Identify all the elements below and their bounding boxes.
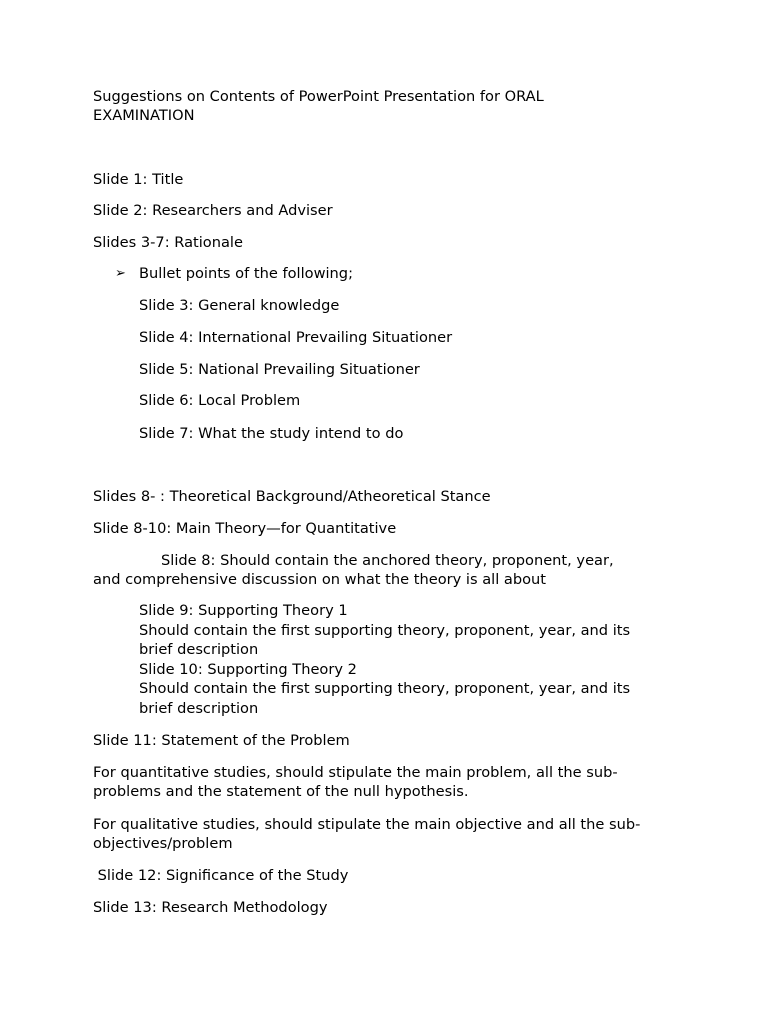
bullet-line: Bullet points of the following; xyxy=(139,265,353,282)
slides-3-7-line: Slides 3-7: Rationale xyxy=(93,234,243,251)
slide-10-desc-line-2: brief description xyxy=(139,700,259,717)
slide-10-line: Slide 10: Supporting Theory 2 xyxy=(139,661,357,678)
slide-3-line: Slide 3: General knowledge xyxy=(139,297,340,314)
qualitative-line-2: objectives/problem xyxy=(93,835,233,852)
doc-title-line-1: Suggestions on Contents of PowerPoint Presentation for ORAL xyxy=(93,88,544,105)
slide-12-line: Slide 12: Significance of the Study xyxy=(93,867,349,884)
slide-1-line: Slide 1: Title xyxy=(93,171,184,188)
slide-10-desc-line-1: Should contain the first supporting theory, proponent, year, and its xyxy=(139,680,631,697)
slide-8-10-line: Slide 8-10: Main Theory—for Quantitative xyxy=(93,520,397,537)
slide-9-desc-line-2: brief description xyxy=(139,641,259,658)
quantitative-line-2: problems and the statement of the null hypothesis. xyxy=(93,783,469,800)
quantitative-line-1: For quantitative studies, should stipulate the main problem, all the sub- xyxy=(93,764,618,781)
slide-2-line: Slide 2: Researchers and Adviser xyxy=(93,202,333,219)
doc-title-line-2: EXAMINATION xyxy=(93,107,195,124)
slide-11-line: Slide 11: Statement of the Problem xyxy=(93,732,350,749)
qualitative-line-1: For qualitative studies, should stipulate the main objective and all the sub- xyxy=(93,816,641,833)
slide-9-line: Slide 9: Supporting Theory 1 xyxy=(139,602,348,619)
slide-8-desc-line-2: and comprehensive discussion on what the theory is all about xyxy=(93,571,546,588)
slide-5-line: Slide 5: National Prevailing Situationer xyxy=(139,361,420,378)
slide-13-line: Slide 13: Research Methodology xyxy=(93,899,328,916)
slides-8-line: Slides 8- : Theoretical Background/Atheoretical Stance xyxy=(93,488,491,505)
slide-8-desc-line-1: Slide 8: Should contain the anchored theory, proponent, year, xyxy=(161,552,614,569)
slide-4-line: Slide 4: International Prevailing Situationer xyxy=(139,329,453,346)
slide-6-line: Slide 6: Local Problem xyxy=(139,392,301,409)
arrow-bullet-icon: ➢ xyxy=(115,266,126,281)
slide-7-line: Slide 7: What the study intend to do xyxy=(139,425,404,442)
slide-9-desc-line-1: Should contain the first supporting theory, proponent, year, and its xyxy=(139,622,631,639)
